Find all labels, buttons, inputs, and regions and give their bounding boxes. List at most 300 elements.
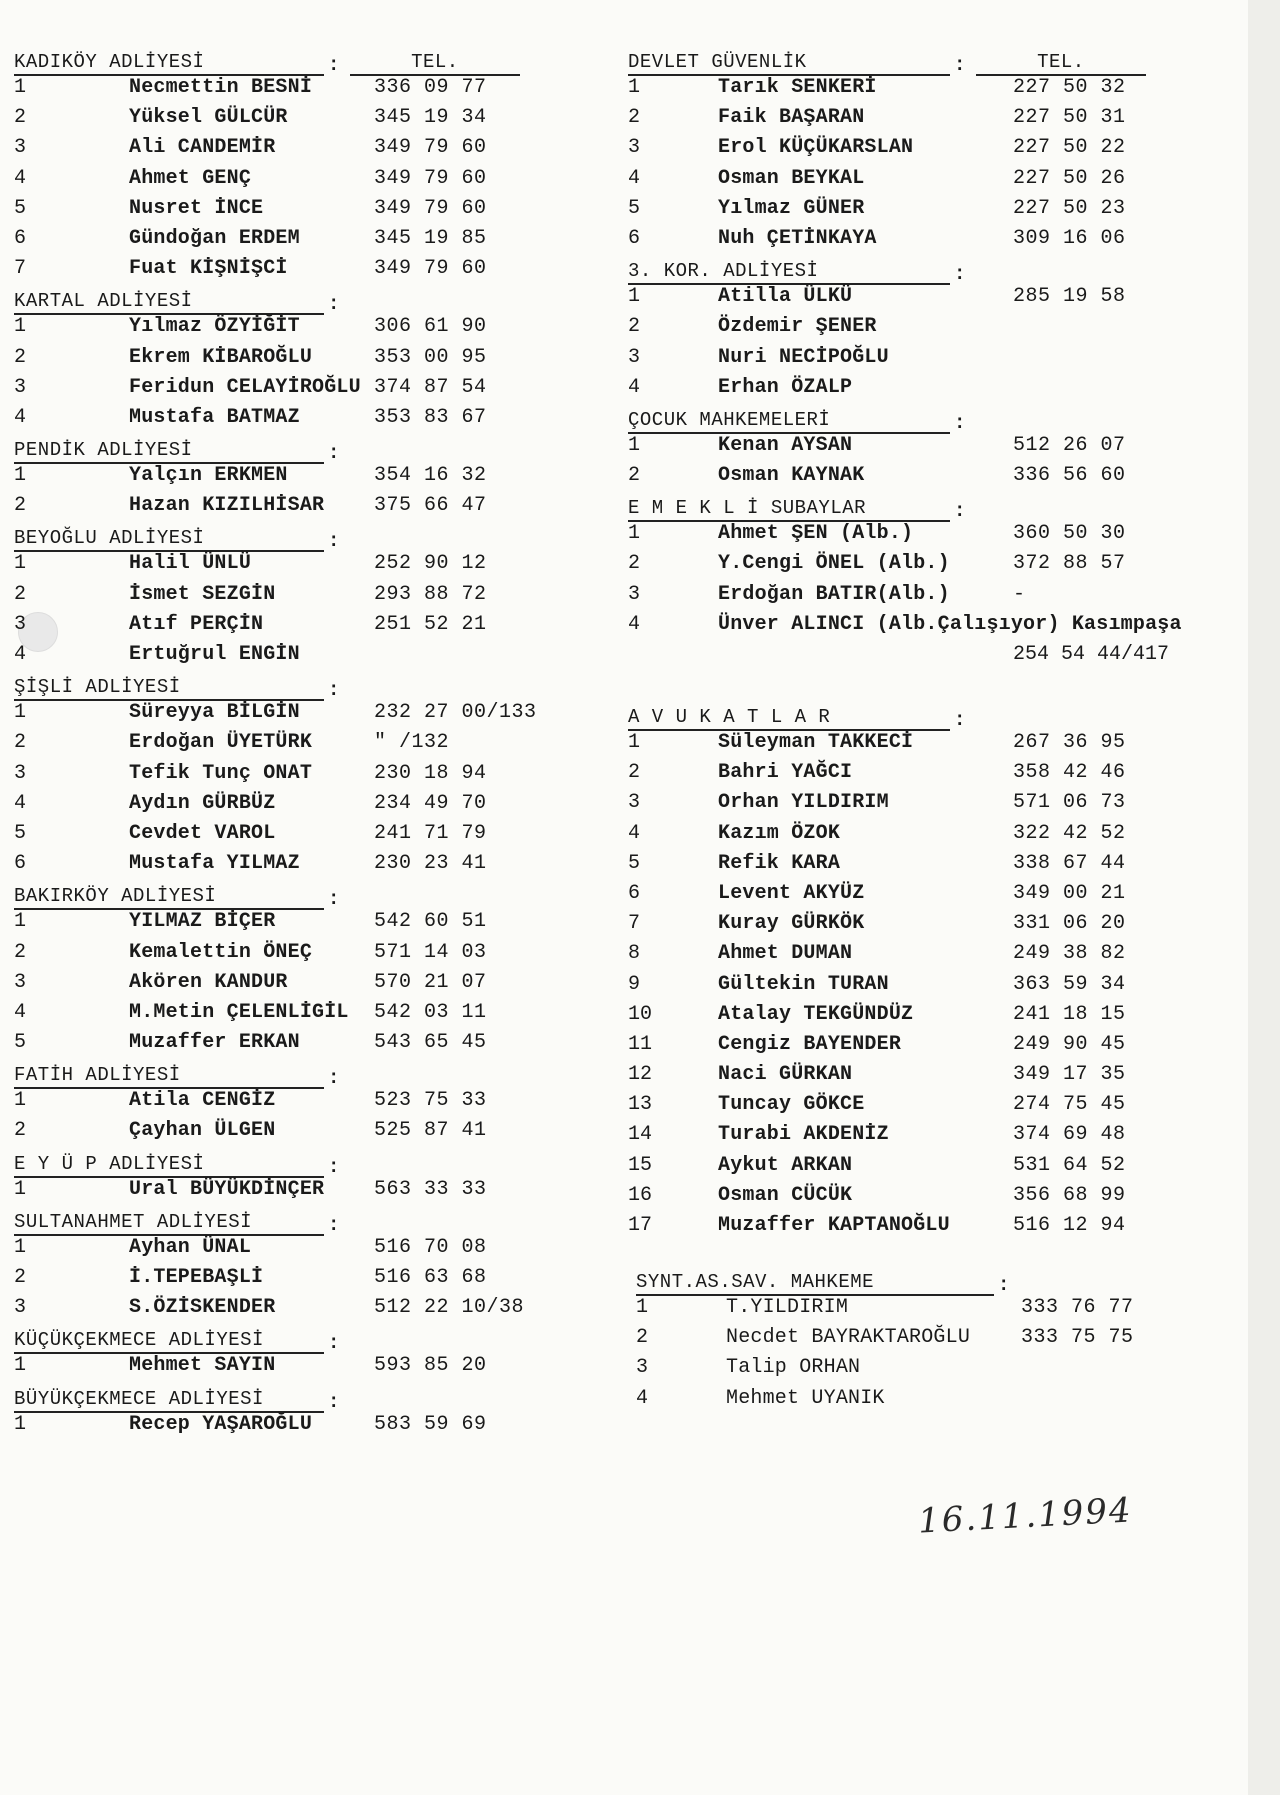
phone-number: 353 00 95	[374, 345, 487, 369]
row-number: 17	[628, 1214, 653, 1237]
phone-number: 349 79 60	[374, 196, 487, 220]
section-colon: :	[328, 1390, 340, 1413]
person-name: Osman CÜCÜK	[718, 1183, 853, 1207]
row-number: 8	[628, 942, 641, 966]
row-number: 1	[628, 285, 641, 309]
list-item	[628, 882, 1208, 912]
section	[628, 48, 1208, 257]
list-item	[14, 762, 574, 792]
person-name: Ural BÜYÜKDİNÇER	[129, 1177, 325, 1201]
section-title: DEVLET GÜVENLİK	[628, 51, 950, 76]
list-item	[628, 731, 1208, 761]
person-name: Cengiz BAYENDER	[718, 1032, 902, 1056]
person-name: Ahmet GENÇ	[129, 166, 252, 190]
row-number: 4	[636, 1386, 649, 1410]
phone-number: 234 49 70	[374, 791, 487, 815]
phone-number: 274 75 45	[1013, 1093, 1126, 1117]
person-name: Faik BAŞARAN	[718, 106, 865, 130]
row-number: 2	[14, 582, 27, 606]
person-name: Atilla ÜLKÜ	[718, 285, 853, 309]
row-number: 3	[628, 582, 641, 606]
row-number: 1	[628, 76, 641, 99]
phone-number: 331 06 20	[1013, 912, 1126, 936]
person-name: Orhan YILDIRIM	[718, 791, 889, 815]
person-name: Atıf PERÇİN	[129, 612, 264, 636]
row-number: 7	[14, 257, 27, 281]
person-name: Süleyman TAKKECİ	[718, 731, 914, 754]
row-number: 5	[628, 851, 641, 875]
person-name: Yalçın ERKMEN	[129, 464, 288, 488]
list-item	[628, 912, 1208, 942]
list-item	[14, 257, 574, 287]
section-colon: :	[328, 442, 340, 465]
row-number: 1	[14, 1354, 27, 1378]
row-number: 13	[628, 1093, 653, 1117]
list-item	[14, 822, 574, 852]
section-header	[628, 703, 1208, 731]
handwritten-date: 16.11.1994	[917, 1490, 1134, 1542]
phone-number: 333 75 75	[1021, 1326, 1134, 1350]
phone-number: 227 50 31	[1013, 106, 1126, 130]
person-name: Erdoğan BATIR(Alb.)	[718, 582, 950, 606]
phone-number: 241 18 15	[1013, 1002, 1126, 1026]
list-item	[628, 1214, 1208, 1244]
row-number: 2	[14, 1266, 27, 1289]
section-header	[14, 1150, 574, 1178]
section-header	[14, 882, 574, 910]
phone-number: 349 79 60	[374, 136, 487, 160]
section-title: E M E K L İ SUBAYLAR	[628, 497, 950, 522]
list-item	[14, 136, 574, 166]
list-item	[14, 643, 574, 673]
person-name: Cevdet VAROL	[129, 821, 276, 845]
person-name: Akören KANDUR	[129, 970, 288, 994]
phone-number: 322 42 52	[1013, 821, 1126, 845]
phone-number: 542 03 11	[374, 1000, 487, 1024]
section	[14, 673, 574, 882]
phone-number: 374 69 48	[1013, 1123, 1126, 1147]
row-number: 2	[14, 345, 27, 369]
row-number: 2	[628, 761, 641, 785]
list-item	[14, 1354, 574, 1384]
row-number: 5	[14, 821, 27, 845]
person-name: Atalay TEKGÜNDÜZ	[718, 1002, 914, 1026]
list-item	[14, 910, 574, 940]
row-number: 3	[628, 791, 641, 815]
phone-number: 374 87 54	[374, 375, 487, 399]
person-name: Erol KÜÇÜKARSLAN	[718, 136, 914, 160]
row-number: 7	[628, 912, 641, 936]
person-name: Hazan KIZILHİSAR	[129, 494, 325, 518]
row-number: 4	[14, 166, 27, 190]
list-item	[628, 285, 1208, 315]
section-colon: :	[328, 679, 340, 702]
row-number: 3	[14, 1296, 27, 1320]
phone-number: 525 87 41	[374, 1119, 487, 1143]
row-number: 3	[14, 136, 27, 160]
section-colon: :	[954, 263, 966, 286]
section-title: ŞİŞLİ ADLİYESİ	[14, 676, 324, 701]
section-title: BEYOĞLU ADLİYESİ	[14, 527, 324, 552]
phone-number: 353 83 67	[374, 405, 487, 429]
person-name: Naci GÜRKAN	[718, 1063, 853, 1087]
phone-number: 360 50 30	[1013, 522, 1126, 546]
phone-number: 306 61 90	[374, 315, 487, 339]
row-number: 12	[628, 1063, 653, 1087]
phone-number: 593 85 20	[374, 1354, 487, 1378]
person-name: S.ÖZİSKENDER	[129, 1296, 276, 1320]
list-item	[636, 1326, 1216, 1356]
person-name: Kazım ÖZOK	[718, 821, 841, 845]
row-number: 1	[628, 522, 641, 546]
section	[628, 494, 1208, 673]
list-item	[628, 376, 1208, 406]
list-item	[14, 792, 574, 822]
section-colon: :	[998, 1274, 1010, 1296]
section-header	[628, 494, 1208, 522]
section-title: FATİH ADLİYESİ	[14, 1064, 324, 1089]
list-item	[14, 106, 574, 136]
section	[14, 48, 574, 287]
phone-number: -	[1013, 582, 1026, 606]
list-item	[14, 346, 574, 376]
row-number: 6	[628, 226, 641, 250]
list-item	[14, 76, 574, 106]
row-number: 3	[14, 761, 27, 785]
page-edge	[1248, 0, 1280, 1795]
section	[14, 524, 574, 673]
list-item	[14, 1089, 574, 1119]
section-colon: :	[328, 54, 340, 76]
phone-number: 571 14 03	[374, 940, 487, 964]
phone-number: 249 38 82	[1013, 942, 1126, 966]
row-number: 1	[14, 701, 27, 725]
person-name: Ekrem KİBAROĞLU	[129, 345, 313, 369]
row-number: 3	[636, 1356, 649, 1380]
list-item	[636, 1387, 1216, 1417]
person-name: Refik KARA	[718, 851, 841, 875]
phone-number: 523 75 33	[374, 1089, 487, 1113]
phone-number: 227 50 32	[1013, 76, 1126, 99]
list-item	[628, 522, 1208, 552]
phone-number: 542 60 51	[374, 910, 487, 934]
person-name: Aydın GÜRBÜZ	[129, 791, 276, 815]
phone-number: 227 50 26	[1013, 166, 1126, 190]
person-name: Mehmet UYANIK	[726, 1386, 885, 1410]
person-name: Gündoğan ERDEM	[129, 226, 300, 250]
section-colon: :	[328, 1332, 340, 1355]
row-number: 2	[14, 1119, 27, 1143]
row-number: 3	[628, 345, 641, 369]
list-item	[628, 197, 1208, 227]
list-item	[14, 464, 574, 494]
person-name: Mehmet SAYIN	[129, 1354, 276, 1378]
list-item	[14, 227, 574, 257]
row-number: 1	[14, 1412, 27, 1436]
person-name: Y.Cengi ÖNEL (Alb.)	[718, 552, 950, 576]
section-colon: :	[954, 411, 966, 434]
row-number: 4	[14, 643, 27, 666]
row-number: 1	[14, 315, 27, 339]
section-header	[14, 524, 574, 552]
list-item	[14, 1001, 574, 1031]
section-title: BÜYÜKÇEKMECE ADLİYESİ	[14, 1388, 324, 1413]
person-name: Nusret İNCE	[129, 196, 264, 220]
row-number: 14	[628, 1123, 653, 1147]
row-number: 1	[628, 433, 641, 457]
list-item	[14, 701, 574, 731]
phone-number: 336 56 60	[1013, 464, 1126, 488]
list-item	[628, 434, 1208, 464]
section-header	[14, 48, 574, 76]
section-title: ÇOCUK MAHKEMELERİ	[628, 409, 950, 434]
section	[14, 436, 574, 524]
person-name: Kenan AYSAN	[718, 433, 853, 457]
person-name: Aykut ARKAN	[718, 1153, 853, 1177]
phone-number: 252 90 12	[374, 552, 487, 576]
person-name: YILMAZ BİÇER	[129, 910, 276, 934]
person-name: Recep YAŞAROĞLU	[129, 1412, 313, 1436]
person-name: Erdoğan ÜYETÜRK	[129, 731, 313, 755]
list-item	[628, 1093, 1208, 1123]
phone-number: 358 42 46	[1013, 761, 1126, 785]
section-title: SULTANAHMET ADLİYESİ	[14, 1211, 324, 1236]
section-header	[14, 1326, 574, 1354]
list-item	[628, 76, 1208, 106]
row-number: 1	[636, 1296, 649, 1319]
person-name: Ahmet ŞEN (Alb.)	[718, 522, 914, 546]
person-name: Özdemir ŞENER	[718, 315, 877, 339]
person-name: Nuh ÇETİNKAYA	[718, 226, 877, 250]
list-item	[14, 197, 574, 227]
list-item	[628, 852, 1208, 882]
person-name: Talip ORHAN	[726, 1356, 861, 1380]
section-colon: :	[328, 1213, 340, 1236]
section-header	[14, 1385, 574, 1413]
section-title: PENDİK ADLİYESİ	[14, 439, 324, 464]
list-item	[628, 822, 1208, 852]
phone-number: 345 19 34	[374, 106, 487, 130]
tel-header: TEL.	[350, 51, 520, 76]
phone-number: 375 66 47	[374, 494, 487, 518]
synt-section	[636, 1268, 1216, 1417]
section-header	[628, 48, 1208, 76]
person-name: Osman BEYKAL	[718, 166, 865, 190]
row-number: 10	[628, 1002, 653, 1026]
phone-number: 338 67 44	[1013, 851, 1126, 875]
section	[628, 703, 1208, 1244]
phone-number: 349 00 21	[1013, 881, 1126, 905]
row-number: 5	[628, 196, 641, 220]
list-item	[628, 106, 1208, 136]
person-name: Çayhan ÜLGEN	[129, 1119, 276, 1143]
phone-number: 372 88 57	[1013, 552, 1126, 576]
phone-number: 241 71 79	[374, 821, 487, 845]
row-number: 2	[628, 464, 641, 488]
list-item	[14, 941, 574, 971]
row-number: 2	[14, 106, 27, 130]
list-item	[628, 583, 1208, 613]
section-header	[14, 1208, 574, 1236]
phone-number: 227 50 23	[1013, 196, 1126, 220]
list-item	[628, 167, 1208, 197]
spacer	[628, 673, 1208, 703]
section-header	[628, 257, 1208, 285]
section-title: E Y Ü P ADLİYESİ	[14, 1153, 324, 1178]
phone-number: 293 88 72	[374, 582, 487, 606]
person-name: Tefik Tunç ONAT	[129, 761, 313, 785]
person-name: Necmettin BESNİ	[129, 76, 313, 99]
row-number: 6	[14, 852, 27, 876]
phone-number: 336 09 77	[374, 76, 487, 99]
person-name: Nuri NECİPOĞLU	[718, 345, 889, 369]
phone-number: 543 65 45	[374, 1031, 487, 1055]
person-name: Yılmaz GÜNER	[718, 196, 865, 220]
row-number: 2	[628, 315, 641, 339]
person-name: Mustafa YILMAZ	[129, 852, 300, 876]
person-name: Feridun CELAYİROĞLU	[129, 375, 361, 399]
row-number: 1	[14, 1177, 27, 1201]
phone-number: " /132	[374, 731, 450, 755]
list-item	[628, 791, 1208, 821]
row-number: 4	[14, 791, 27, 815]
person-name: Tuncay GÖKCE	[718, 1093, 865, 1117]
phone-number: 512 22 10/38	[374, 1296, 525, 1320]
person-name: Ayhan ÜNAL	[129, 1235, 252, 1259]
section-title: KADIKÖY ADLİYESİ	[14, 51, 324, 76]
list-item	[628, 1063, 1208, 1093]
list-item	[14, 1031, 574, 1061]
list-item	[14, 971, 574, 1001]
person-name: İ.TEPEBAŞLİ	[129, 1266, 264, 1289]
person-name: Muzaffer ERKAN	[129, 1031, 300, 1055]
row-number: 2	[14, 940, 27, 964]
row-number: 15	[628, 1153, 653, 1177]
right-column	[628, 48, 1208, 1244]
phone-extension-line: 254 54 44/417	[1013, 643, 1170, 666]
person-name: Ünver ALINCI (Alb.Çalışıyor) Kasımpaşa	[718, 612, 1182, 636]
person-name: Erhan ÖZALP	[718, 375, 853, 399]
list-item	[14, 406, 574, 436]
person-name: Fuat KİŞNİŞCİ	[129, 257, 288, 281]
section-colon: :	[954, 500, 966, 523]
row-number: 3	[14, 375, 27, 399]
row-number: 5	[14, 1031, 27, 1055]
row-number: 1	[14, 1089, 27, 1113]
row-number: 5	[14, 196, 27, 220]
list-item	[628, 227, 1208, 257]
person-name: Osman KAYNAK	[718, 464, 865, 488]
person-name: Kemalettin ÖNEÇ	[129, 940, 313, 964]
section	[628, 406, 1208, 494]
person-name: Ali CANDEMİR	[129, 136, 276, 160]
row-number: 2	[628, 106, 641, 130]
section-header	[628, 406, 1208, 434]
phone-number: 249 90 45	[1013, 1032, 1126, 1056]
row-number: 4	[14, 405, 27, 429]
section-title: SYNT.AS.SAV. MAHKEME	[636, 1271, 994, 1296]
phone-number: 363 59 34	[1013, 972, 1126, 996]
row-number: 3	[14, 970, 27, 994]
list-item	[14, 613, 574, 643]
phone-number: 251 52 21	[374, 612, 487, 636]
row-number: 2	[14, 731, 27, 755]
list-item	[14, 1236, 574, 1266]
list-item	[628, 346, 1208, 376]
section	[14, 1385, 574, 1443]
section	[636, 1268, 1216, 1417]
list-item	[14, 315, 574, 345]
phone-number: 349 17 35	[1013, 1063, 1126, 1087]
row-number: 3	[14, 612, 27, 636]
section	[14, 1326, 574, 1384]
list-item	[628, 1184, 1208, 1214]
list-item	[628, 136, 1208, 166]
list-item	[14, 852, 574, 882]
phone-number: 230 23 41	[374, 852, 487, 876]
row-number: 2	[628, 552, 641, 576]
person-name: Levent AKYÜZ	[718, 881, 865, 905]
phone-number: 516 70 08	[374, 1235, 487, 1259]
list-item	[14, 1178, 574, 1208]
row-number: 1	[14, 76, 27, 99]
list-item	[14, 376, 574, 406]
row-number: 9	[628, 972, 641, 996]
phone-number: 516 12 94	[1013, 1214, 1126, 1237]
section-header	[14, 287, 574, 315]
list-item	[628, 973, 1208, 1003]
section-title: KARTAL ADLİYESİ	[14, 290, 324, 315]
list-item	[14, 1413, 574, 1443]
list-item	[14, 1266, 574, 1296]
section-header	[14, 436, 574, 464]
list-item	[628, 464, 1208, 494]
row-number: 4	[628, 375, 641, 399]
person-name: Atila CENGİZ	[129, 1089, 276, 1113]
list-item	[636, 1356, 1216, 1386]
row-number: 1	[14, 552, 27, 576]
phone-number: 349 79 60	[374, 166, 487, 190]
phone-number: 354 16 32	[374, 464, 487, 488]
list-item	[628, 1154, 1208, 1184]
row-number: 11	[628, 1032, 653, 1056]
list-item	[14, 494, 574, 524]
section	[14, 287, 574, 436]
section-colon: :	[328, 1155, 340, 1178]
phone-number: 356 68 99	[1013, 1183, 1126, 1207]
section-header	[14, 1061, 574, 1089]
person-name: Ertuğrul ENGİN	[129, 643, 300, 666]
section-colon: :	[954, 54, 966, 76]
person-name: Bahri YAĞCI	[718, 761, 853, 785]
list-item	[14, 583, 574, 613]
phone-number: 349 79 60	[374, 257, 487, 281]
row-number: 1	[628, 731, 641, 754]
phone-number: 516 63 68	[374, 1266, 487, 1289]
section-header	[14, 673, 574, 701]
section	[14, 882, 574, 1061]
row-number: 1	[14, 910, 27, 934]
person-name: T.YILDIRIM	[726, 1296, 849, 1319]
section	[628, 257, 1208, 406]
tel-header: TEL.	[976, 51, 1146, 76]
section-colon: :	[328, 888, 340, 911]
phone-number: 531 64 52	[1013, 1153, 1126, 1177]
row-number: 3	[628, 136, 641, 160]
person-name: Necdet BAYRAKTAROĞLU	[726, 1326, 971, 1350]
list-item	[628, 1033, 1208, 1063]
person-name: Kuray GÜRKÖK	[718, 912, 865, 936]
